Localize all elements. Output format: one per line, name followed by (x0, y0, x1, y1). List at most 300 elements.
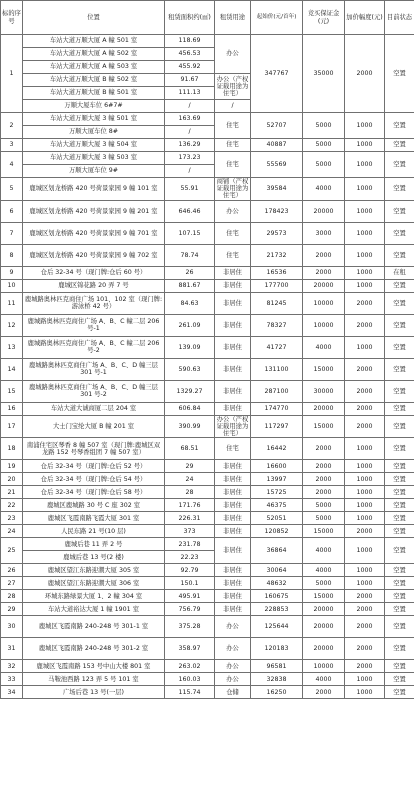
location-cell: 鹿城区望江东路迎潮大厦 305 室 (23, 564, 165, 577)
location-cell: 车站大道大诚商厦二层 204 室 (23, 402, 165, 415)
deposit-cell: 2000 (303, 266, 345, 279)
location-cell: 南浦住宅区琴香 8 幢 507 室（现门牌:鹿城区双龙路 152 号琴香组团 7 幢 507 室） (23, 438, 165, 460)
status-cell: 空置 (385, 178, 414, 201)
lot-number: 32 (1, 660, 23, 673)
location-cell: 鹿城区划龙桥路 420 号荷景家园 9 幢 101 室 (23, 178, 165, 201)
area-cell: 92.79 (165, 564, 215, 577)
lot-number: 13 (1, 336, 23, 358)
deposit-cell: 5000 (303, 152, 345, 178)
start-price-cell: 55569 (251, 152, 303, 178)
increment-cell: 1000 (345, 222, 385, 244)
location-cell: 鹿城后巷 13 号(2 楼) (23, 551, 165, 564)
usage-cell: 非居住 (215, 279, 251, 292)
location-cell: 鹿城路奥林匹克商住广场 A、B、C 幢二层 206 号-2 (23, 336, 165, 358)
lot-number: 6 (1, 200, 23, 222)
location-cell: 仓后 32-34 号（现门牌:仓后 54 号） (23, 473, 165, 486)
table-row (1, 686, 414, 699)
area-cell: 22.23 (165, 551, 215, 564)
usage-cell: 非居住 (215, 512, 251, 525)
usage-cell: 住宅 (215, 438, 251, 460)
usage-cell: 非居住 (215, 590, 251, 603)
header-no: 标的序号 (1, 1, 23, 35)
lot-number: 11 (1, 292, 23, 314)
lot-number: 28 (1, 590, 23, 603)
deposit-cell: 2000 (303, 460, 345, 473)
header-start-price: 起始价(元/首年) (251, 1, 303, 35)
location-cell: 车站大道裕达大厦 1 幢 1901 室 (23, 603, 165, 616)
table-row (1, 660, 414, 673)
deposit-cell: 2000 (303, 473, 345, 486)
increment-cell: 1000 (345, 538, 385, 564)
lot-number: 26 (1, 564, 23, 577)
usage-cell: 住宅 (215, 139, 251, 152)
deposit-cell: 15000 (303, 525, 345, 538)
location-cell: 仓后 32-34 号（现门牌:仓后 60 号） (23, 266, 165, 279)
deposit-cell: 20000 (303, 616, 345, 638)
table-header-row (1, 1, 414, 35)
table-row (1, 438, 414, 460)
usage-cell: 非居住 (215, 473, 251, 486)
deposit-cell: 15000 (303, 590, 345, 603)
area-cell: 1329.27 (165, 380, 215, 402)
start-price-cell: 177700 (251, 279, 303, 292)
location-cell: 万顺大厦车位 9# (23, 165, 165, 178)
status-cell: 空置 (385, 486, 414, 499)
lot-number: 5 (1, 178, 23, 201)
area-cell: 226.31 (165, 512, 215, 525)
increment-cell: 2000 (345, 358, 385, 380)
table-body (1, 35, 414, 699)
deposit-cell: 3000 (303, 222, 345, 244)
lot-number: 18 (1, 438, 23, 460)
deposit-cell: 20000 (303, 279, 345, 292)
usage-cell: 非居住 (215, 336, 251, 358)
area-cell: 173.23 (165, 152, 215, 165)
start-price-cell: 29573 (251, 222, 303, 244)
location-cell: 鹿城区飞霞南路飞霞大厦 301 室 (23, 512, 165, 525)
status-cell: 空置 (385, 660, 414, 673)
lot-number: 33 (1, 673, 23, 686)
status-cell: 空置 (385, 564, 414, 577)
deposit-cell: 20000 (303, 638, 345, 660)
area-cell: 375.28 (165, 616, 215, 638)
location-cell: 鹿城路奥林匹克商住广场 A、B、C、D 幢三层 301 号-1 (23, 358, 165, 380)
area-cell: 55.91 (165, 178, 215, 201)
header-area: 租赁面积约(㎡) (165, 1, 215, 35)
lot-number: 7 (1, 222, 23, 244)
table-row (1, 244, 414, 266)
table-row (1, 402, 414, 415)
status-cell: 空置 (385, 152, 414, 178)
table-row (1, 473, 414, 486)
status-cell: 空置 (385, 200, 414, 222)
start-price-cell: 287100 (251, 380, 303, 402)
location-cell: 鹿城区划龙桥路 420 号荷景家园 9 幢 201 室 (23, 200, 165, 222)
table-row (1, 292, 414, 314)
area-cell: 455.92 (165, 61, 215, 74)
lot-number: 24 (1, 525, 23, 538)
start-price-cell: 174770 (251, 402, 303, 415)
deposit-cell: 20000 (303, 603, 345, 616)
area-cell: 28 (165, 486, 215, 499)
area-cell: 590.63 (165, 358, 215, 380)
usage-cell: 非居住 (215, 603, 251, 616)
area-cell: 26 (165, 266, 215, 279)
location-cell: 车站大道万顺大厦 3 幢 501 室 (23, 113, 165, 126)
start-price-cell: 52051 (251, 512, 303, 525)
table-row (1, 139, 414, 152)
usage-cell: 非居住 (215, 314, 251, 336)
table-row (1, 113, 414, 126)
usage-cell: 非居住 (215, 402, 251, 415)
lot-number: 22 (1, 499, 23, 512)
increment-cell: 1000 (345, 577, 385, 590)
increment-cell: 2000 (345, 314, 385, 336)
location-cell: 鹿城区鹿城路 30 号 C 座 302 室 (23, 499, 165, 512)
usage-cell: 非居住 (215, 358, 251, 380)
increment-cell: 2000 (345, 603, 385, 616)
location-cell: 车站大道万顺大厦 3 幢 503 室 (23, 152, 165, 165)
area-cell: / (165, 165, 215, 178)
status-cell: 空置 (385, 525, 414, 538)
lot-number: 15 (1, 380, 23, 402)
table-row (1, 603, 414, 616)
increment-cell: 2000 (345, 35, 385, 113)
increment-cell: 1000 (345, 460, 385, 473)
increment-cell: 2000 (345, 415, 385, 438)
area-cell: 606.84 (165, 402, 215, 415)
start-price-cell: 16600 (251, 460, 303, 473)
area-cell: 163.69 (165, 113, 215, 126)
area-cell: 756.79 (165, 603, 215, 616)
table-row (1, 415, 414, 438)
lot-number: 16 (1, 402, 23, 415)
lot-number: 3 (1, 139, 23, 152)
deposit-cell: 2000 (303, 438, 345, 460)
deposit-cell: 30000 (303, 380, 345, 402)
location-cell: 鹿城后巷 11 弄 2 号 (23, 538, 165, 551)
status-cell: 空置 (385, 222, 414, 244)
start-price-cell: 78327 (251, 314, 303, 336)
usage-cell: 住宅 (215, 222, 251, 244)
area-cell: 646.46 (165, 200, 215, 222)
lot-number: 34 (1, 686, 23, 699)
status-cell: 空置 (385, 512, 414, 525)
usage-cell: 住宅 (215, 244, 251, 266)
lot-number: 23 (1, 512, 23, 525)
header-location: 位置 (23, 1, 165, 35)
increment-cell: 1000 (345, 486, 385, 499)
status-cell: 空置 (385, 616, 414, 638)
increment-cell: 1000 (345, 564, 385, 577)
location-cell: 鹿城区飞霞南路 153 号中山大楼 801 室 (23, 660, 165, 673)
deposit-cell: 15000 (303, 415, 345, 438)
start-price-cell: 40887 (251, 139, 303, 152)
table-row (1, 499, 414, 512)
status-cell: 空置 (385, 673, 414, 686)
table-row (1, 222, 414, 244)
start-price-cell: 16442 (251, 438, 303, 460)
deposit-cell: 4000 (303, 336, 345, 358)
area-cell: 78.74 (165, 244, 215, 266)
location-cell: 人民东路 21 号(10 层) (23, 525, 165, 538)
start-price-cell: 16250 (251, 686, 303, 699)
status-cell: 空置 (385, 473, 414, 486)
usage-cell: 办公（产权证载用途为住宅） (215, 74, 251, 100)
usage-cell: 办公 (215, 638, 251, 660)
deposit-cell: 5000 (303, 577, 345, 590)
area-cell: 373 (165, 525, 215, 538)
status-cell: 空置 (385, 244, 414, 266)
increment-cell: 1000 (345, 686, 385, 699)
deposit-cell: 5000 (303, 139, 345, 152)
location-cell: 鹿城区飞霞南路 240-248 号 301-2 室 (23, 638, 165, 660)
lot-number: 8 (1, 244, 23, 266)
table-row (1, 673, 414, 686)
start-price-cell: 117297 (251, 415, 303, 438)
start-price-cell: 178423 (251, 200, 303, 222)
start-price-cell: 15725 (251, 486, 303, 499)
header-deposit: 竞买保证金(元) (303, 1, 345, 35)
status-cell: 空置 (385, 638, 414, 660)
status-cell: 空置 (385, 499, 414, 512)
area-cell: 231.78 (165, 538, 215, 551)
header-usage: 租赁用途 (215, 1, 251, 35)
increment-cell: 1000 (345, 499, 385, 512)
table-row (1, 279, 414, 292)
table-row (1, 577, 414, 590)
start-price-cell: 36864 (251, 538, 303, 564)
deposit-cell: 2000 (303, 686, 345, 699)
start-price-cell: 125644 (251, 616, 303, 638)
status-cell: 空置 (385, 402, 414, 415)
status-cell: 空置 (385, 113, 414, 139)
increment-cell: 2000 (345, 292, 385, 314)
usage-cell: 住宅 (215, 113, 251, 139)
usage-cell: 办公 (215, 660, 251, 673)
lot-number: 20 (1, 473, 23, 486)
usage-cell: / (215, 100, 251, 113)
increment-cell: 1000 (345, 139, 385, 152)
location-cell: 车站大道万顺大厦 A 幢 502 室 (23, 48, 165, 61)
deposit-cell: 20000 (303, 200, 345, 222)
usage-cell: 非居住 (215, 266, 251, 279)
increment-cell: 2000 (345, 590, 385, 603)
increment-cell: 2000 (345, 616, 385, 638)
table-row (1, 152, 414, 165)
deposit-cell: 20000 (303, 402, 345, 415)
table-row (1, 314, 414, 336)
increment-cell: 1000 (345, 113, 385, 139)
lot-number: 30 (1, 616, 23, 638)
location-cell: 广场后巷 13 号(一层) (23, 686, 165, 699)
start-price-cell: 46375 (251, 499, 303, 512)
status-cell: 空置 (385, 590, 414, 603)
lot-number: 14 (1, 358, 23, 380)
increment-cell: 2000 (345, 402, 385, 415)
table-row (1, 564, 414, 577)
area-cell: 115.74 (165, 686, 215, 699)
lot-number: 2 (1, 113, 23, 139)
location-cell: 大士门宝纶大厦 B 幢 201 室 (23, 415, 165, 438)
status-cell: 空置 (385, 292, 414, 314)
start-price-cell: 131100 (251, 358, 303, 380)
status-cell: 空置 (385, 358, 414, 380)
table-row (1, 200, 414, 222)
location-cell: 万顺大厦车位 6#7# (23, 100, 165, 113)
start-price-cell: 16536 (251, 266, 303, 279)
area-cell: 107.15 (165, 222, 215, 244)
location-cell: 鹿城区望江东路迎潮大厦 306 室 (23, 577, 165, 590)
area-cell: 160.03 (165, 673, 215, 686)
location-cell: 环城东路绿景大厦 1、2 幢 304 室 (23, 590, 165, 603)
deposit-cell: 4000 (303, 538, 345, 564)
deposit-cell: 2000 (303, 486, 345, 499)
usage-cell: 商铺（产权证载用途为住宅） (215, 178, 251, 201)
status-cell: 空置 (385, 336, 414, 358)
table-row (1, 178, 414, 201)
location-cell: 马鞍池西路 123 弄 5 号 101 室 (23, 673, 165, 686)
start-price-cell: 21732 (251, 244, 303, 266)
lot-number: 19 (1, 460, 23, 473)
usage-cell: 非居住 (215, 577, 251, 590)
location-cell: 车站大道万顺大厦 A 幢 501 室 (23, 35, 165, 48)
location-cell: 万顺大厦车位 8# (23, 126, 165, 139)
lot-number: 1 (1, 35, 23, 113)
start-price-cell: 41727 (251, 336, 303, 358)
status-cell: 空置 (385, 279, 414, 292)
table-row (1, 336, 414, 358)
start-price-cell: 120183 (251, 638, 303, 660)
location-cell: 车站大道万顺大厦 B 幢 501 室 (23, 87, 165, 100)
status-cell: 空置 (385, 35, 414, 113)
area-cell: 150.1 (165, 577, 215, 590)
increment-cell: 1000 (345, 178, 385, 201)
deposit-cell: 4000 (303, 673, 345, 686)
lot-number: 9 (1, 266, 23, 279)
deposit-cell: 35000 (303, 35, 345, 113)
table-row (1, 616, 414, 638)
table-row (1, 266, 414, 279)
table-row (1, 35, 414, 48)
area-cell: 84.63 (165, 292, 215, 314)
increment-cell: 1000 (345, 266, 385, 279)
area-cell: 136.29 (165, 139, 215, 152)
area-cell: 111.13 (165, 87, 215, 100)
area-cell: 29 (165, 460, 215, 473)
lot-number: 10 (1, 279, 23, 292)
area-cell: 881.67 (165, 279, 215, 292)
area-cell: 118.69 (165, 35, 215, 48)
increment-cell: 1000 (345, 673, 385, 686)
location-cell: 鹿城区锦花路 20 弄 7 号 (23, 279, 165, 292)
status-cell: 空置 (385, 314, 414, 336)
start-price-cell: 228853 (251, 603, 303, 616)
area-cell: 171.76 (165, 499, 215, 512)
lot-number: 12 (1, 314, 23, 336)
status-cell: 空置 (385, 577, 414, 590)
usage-cell: 住宅 (215, 152, 251, 178)
increment-cell: 1000 (345, 438, 385, 460)
deposit-cell: 5000 (303, 512, 345, 525)
area-cell: 456.53 (165, 48, 215, 61)
status-cell: 在租 (385, 266, 414, 279)
lot-number: 17 (1, 415, 23, 438)
increment-cell: 1000 (345, 279, 385, 292)
area-cell: 91.67 (165, 74, 215, 87)
usage-cell: 非居住 (215, 380, 251, 402)
increment-cell: 2000 (345, 638, 385, 660)
start-price-cell: 32838 (251, 673, 303, 686)
deposit-cell: 2000 (303, 244, 345, 266)
area-cell: 68.51 (165, 438, 215, 460)
table-row (1, 380, 414, 402)
increment-cell: 1000 (345, 244, 385, 266)
deposit-cell: 10000 (303, 292, 345, 314)
usage-cell: 办公 (215, 673, 251, 686)
deposit-cell: 5000 (303, 499, 345, 512)
location-cell: 鹿城路奥林匹克商住广场 A、B、C 幢二层 206 号-1 (23, 314, 165, 336)
status-cell: 空置 (385, 538, 414, 564)
lot-number: 27 (1, 577, 23, 590)
usage-cell: 办公 (215, 35, 251, 74)
start-price-cell: 160675 (251, 590, 303, 603)
start-price-cell: 30064 (251, 564, 303, 577)
increment-cell: 2000 (345, 380, 385, 402)
status-cell: 空置 (385, 460, 414, 473)
usage-cell: 仓储 (215, 686, 251, 699)
lot-number: 29 (1, 603, 23, 616)
area-cell: 390.99 (165, 415, 215, 438)
area-cell: 263.02 (165, 660, 215, 673)
table-row (1, 590, 414, 603)
deposit-cell: 10000 (303, 314, 345, 336)
deposit-cell: 5000 (303, 113, 345, 139)
usage-cell: 非居住 (215, 564, 251, 577)
lot-number: 25 (1, 538, 23, 564)
start-price-cell: 52707 (251, 113, 303, 139)
location-cell: 仓后 32-34 号（现门牌:仓后 58 号） (23, 486, 165, 499)
increment-cell: 2000 (345, 525, 385, 538)
deposit-cell: 4000 (303, 178, 345, 201)
lot-number: 4 (1, 152, 23, 178)
status-cell: 空置 (385, 438, 414, 460)
area-cell: 261.09 (165, 314, 215, 336)
header-status: 目前状态 (385, 1, 414, 35)
usage-cell: 非居住 (215, 460, 251, 473)
location-cell: 车站大道万顺大厦 A 幢 503 室 (23, 61, 165, 74)
start-price-cell: 347767 (251, 35, 303, 113)
status-cell: 空置 (385, 686, 414, 699)
deposit-cell: 15000 (303, 358, 345, 380)
area-cell: 139.09 (165, 336, 215, 358)
location-cell: 鹿城区划龙桥路 420 号荷景家园 9 幢 702 室 (23, 244, 165, 266)
table-row (1, 538, 414, 551)
increment-cell: 2000 (345, 660, 385, 673)
increment-cell: 1000 (345, 512, 385, 525)
status-cell: 空置 (385, 139, 414, 152)
status-cell: 空置 (385, 415, 414, 438)
usage-cell: 办公（产权证载用途为住宅） (215, 415, 251, 438)
usage-cell: 非居住 (215, 292, 251, 314)
status-cell: 空置 (385, 380, 414, 402)
usage-cell: 非居住 (215, 499, 251, 512)
status-cell: 空置 (385, 603, 414, 616)
area-cell: / (165, 100, 215, 113)
table-row (1, 460, 414, 473)
table-row (1, 525, 414, 538)
lot-number: 31 (1, 638, 23, 660)
